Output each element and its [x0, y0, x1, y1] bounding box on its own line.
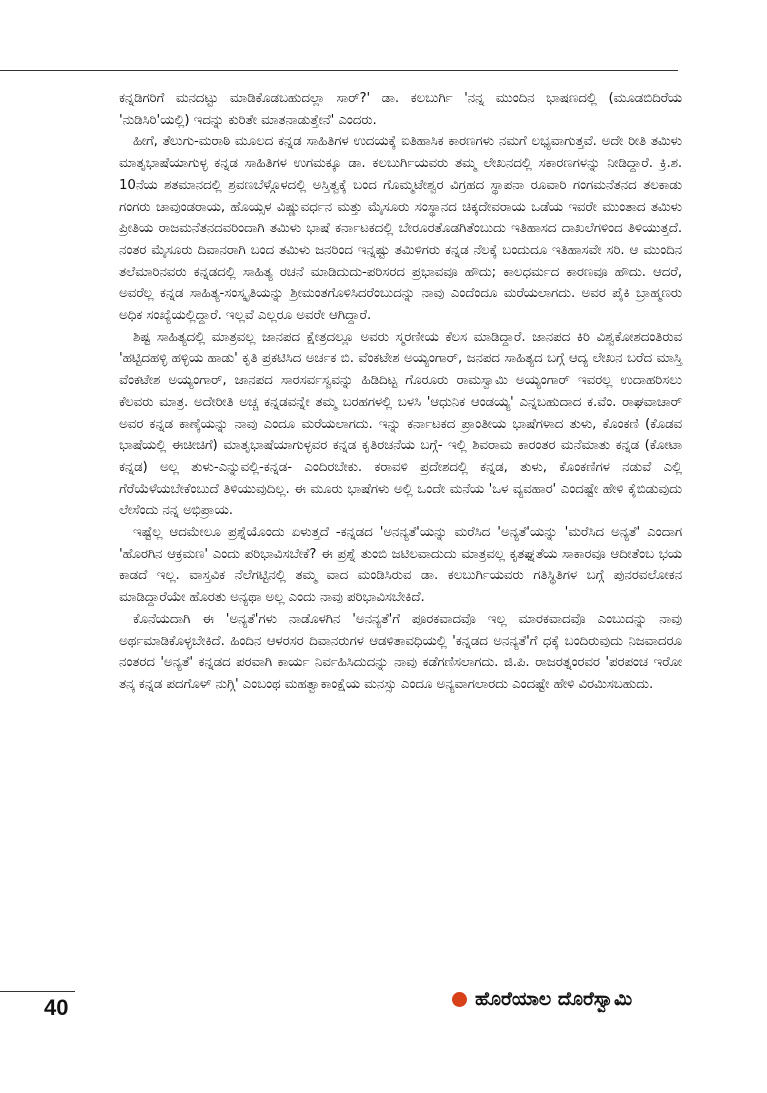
author-byline: [452, 988, 632, 1010]
footer-rule: [0, 991, 75, 992]
paragraph: ಹೀಗೆ, ತೆಲುಗು-ಮರಾಠಿ ಮೂಲದ ಕನ್ನಡ ಸಾಹಿತಿಗಳ ಉದಯಕ್ಕೆ ಐತಿಹಾಸಿಕ ಕಾರಣಗಳು ನಮಗೆ ಲಭ್ಯವಾಗುತ್ತವೆ. ಅದೇ ರೀತಿ ತಮಿಳು ಮಾತೃಭಾಷೆಯಾಗುಳ್ಳ ಕನ್ನಡ ಸಾಹಿತಿಗಳ ಉಗಮಕ್ಕೂ ಡಾ. ಕಲಬುರ್ಗಿಯವರು ತಮ್ಮ ಲೇಖನದಲ್ಲಿ ಸಕಾರಣಗಳನ್ನು ನೀಡಿದ್ದಾರೆ. ಕ್ರಿ.ಶ. 10ನೆಯ ಶತಮಾನದಲ್ಲಿ ಶ್ರವಣಬೆಳ್ಗೊಳದಲ್ಲಿ ಅಸ್ತಿತ್ವಕ್ಕೆ ಬಂದ ಗೊಮ್ಮಟೇಶ್ವರ ವಿಗ್ರಹದ ಸ್ಥಾಪನಾ ರೂವಾರಿ ಗಂಗಮನೆತನದ ತಲಕಾಡು ಗಂಗರು ಚಾವುಂಡರಾಯ, ಹೊಯ್ಸಳ ವಿಷ್ಣುವರ್ಧನ ಮತ್ತು ಮೈಸೂರು ಸಂಸ್ಥಾನದ ಚಿಕ್ಕದೇವರಾಯ ಒಡೆಯ ಇವರೇ ಮುಂತಾದ ತಮಿಳು ಪ್ರೀತಿಯ ರಾಜಮನೆತನದವರಿಂದಾಗಿ ತಮಿಳು ಭಾಷೆ ಕರ್ನಾಟಕದಲ್ಲಿ ಬೇರೂರತೊಡಗಿತೆಂಬುದು ಇತಿಹಾಸದ ದಾಖಲೆಗಳಿಂದ ತಿಳಿಯುತ್ತದೆ. ನಂತರ ಮೈಸೂರು ದಿವಾನರಾಗಿ ಬಂದ ತಮಿಳು ಜನರಿಂದ ಇನ್ನಷ್ಟು ತಮಿಳಿಗರು ಕನ್ನಡ ನೆಲಕ್ಕೆ ಬಂದುದೂ ಇತಿಹಾಸವೇ ಸರಿ. ಆ ಮುಂದಿನ ತಲೆಮಾರಿನವರು ಕನ್ನಡದಲ್ಲಿ ಸಾಹಿತ್ಯ ರಚನೆ ಮಾಡಿದುದು-ಪರಿಸರದ ಪ್ರಭಾವವೂ ಹೌದು; ಕಾಲಧರ್ಮದ ಕಾರಣವೂ ಹೌದು. ಆದರೆ, ಅವರೆಲ್ಲ ಕನ್ನಡ ಸಾಹಿತ್ಯ-ಸಂಸ್ಕೃತಿಯನ್ನು ಶ್ರೀಮಂತಗೊಳಿಸಿದರೆಂಬುದನ್ನು ನಾವು ಎಂದೆಂದೂ ಮರೆಯಲಾಗದು. ಅವರ ಪೈಕಿ ಬ್ರಾಹ್ಮಣರು ಅಧಿಕ ಸಂಖ್ಯೆಯಲ್ಲಿದ್ದಾರೆ. ಇಲ್ಲವೆ ಎಲ್ಲರೂ ಅವರೇ ಆಗಿದ್ದಾರೆ.: [119, 134, 682, 324]
article-body: [119, 88, 682, 696]
paragraph: ಶಿಷ್ಟ ಸಾಹಿತ್ಯದಲ್ಲಿ ಮಾತ್ರವಲ್ಲ ಜಾನಪದ ಕ್ಷೇತ್ರದಲ್ಲೂ ಅವರು ಸ್ಮರಣೀಯ ಕೆಲಸ ಮಾಡಿದ್ದಾರೆ. ಜಾನಪದ ಕಿರಿ ವಿಶ್ವಕೋಶದಂತಿರುವ 'ಹಟ್ಟಿದಹಳ್ಳಿ ಹಳ್ಳಿಯ ಹಾಡು' ಕೃತಿ ಪ್ರಕಟಿಸಿದ ಅರ್ಚಕ ಬಿ. ವೆಂಕಟೇಶ ಅಯ್ಯಂಗಾರ್, ಜನಪದ ಸಾಹಿತ್ಯದ ಬಗ್ಗೆ ಆದ್ಯ ಲೇಖನ ಬರೆದ ಮಾಸ್ತಿ ವೆಂಕಟೇಶ ಅಯ್ಯಂಗಾರ್, ಜಾನಪದ ಸಾರಸರ್ವಸ್ವವನ್ನು ಹಿಡಿದಿಟ್ಟ ಗೊರೂರು ರಾಮಸ್ವಾಮಿ ಅಯ್ಯಂಗಾರ್ ಇವರಲ್ಲ ಉದಾಹರಿಸಲು ಕೆಲವರು ಮಾತ್ರ. ಅದೇರೀತಿ ಅಚ್ಚ ಕನ್ನಡವನ್ನೇ ತಮ್ಮ ಬರಹಗಳಲ್ಲಿ ಬಳಸಿ 'ಆಧುನಿಕ ಆಂಡಯ್ಯ' ಎನ್ನಬಹುದಾದ ಕ.ವೆಂ. ರಾಘವಾಚಾರ್ ಅವರ ಕನ್ನಡ ಕಾಣ್ಕೆಯನ್ನು ನಾವು ಎಂದೂ ಮರೆಯಲಾಗದು. ಇನ್ನು ಕರ್ನಾಟಕದ ಪ್ರಾಂತೀಯ ಭಾಷೆಗಳಾದ ತುಳು, ಕೊಂಕಣಿ (ಕೊಡವ ಭಾಷೆಯಲ್ಲಿ ಈಚೀಚಿಗೆ) ಮಾತೃಭಾಷೆಯಾಗುಳ್ಳವರ ಕನ್ನಡ ಕೃತಿರಚನೆಯ ಬಗ್ಗೆ- ಇಲ್ಲಿ ಶಿವರಾಮ ಕಾರಂತರ ಮನೆಮಾತು ಕನ್ನಡ (ಕೋಟಾ ಕನ್ನಡ) ಅಲ್ಲ ತುಳು-ಎನ್ನುವಲ್ಲಿ-ಕನ್ನಡ- ಎಂದಿರಬೇಕು. ಕರಾವಳಿ ಪ್ರದೇಶದಲ್ಲಿ ಕನ್ನಡ, ತುಳು, ಕೊಂಕಣಿಗಳ ನಡುವೆ ಎಲ್ಲಿ ಗೆರೆಯೆಳೆಯಬೇಕೆಂಬುದೆ ತಿಳಿಯುವುದಿಲ್ಲ. ಈ ಮೂರು ಭಾಷೆಗಳು ಅಲ್ಲಿ ಒಂದೇ ಮನೆಯ 'ಒಳ ವ್ಯವಹಾರ' ಎಂದಷ್ಟೇ ಹೇಳಿ ಕೈಬಿಡುವುದು ಲೇಸೆಂದು ನನ್ನ ಅಭಿಪ್ರಾಯ.: [119, 329, 682, 519]
paragraph: ಕೊನೆಯದಾಗಿ ಈ 'ಅನ್ಯತೆ'ಗಳು ನಾಡೊಳಗಿನ 'ಅನನ್ಯತೆ'ಗೆ ಪೂರಕವಾದವೊ ಇಲ್ಲ ಮಾರಕವಾದವೊ ಎಂಬುದನ್ನು ನಾವು ಅರ್ಥಮಾಡಿಕೊಳ್ಳಬೇಕಿದೆ. ಹಿಂದಿನ ಆಳರಸರ ದಿವಾನರುಗಳ ಆಡಳಿತಾವಧಿಯಲ್ಲಿ 'ಕನ್ನಡದ ಅನನ್ಯತೆ'ಗೆ ಧಕ್ಕೆ ಬಂದಿರುವುದು ನಿಜವಾದರೂ ನಂತರದ 'ಅನ್ಯತೆ' ಕನ್ನಡದ ಪರವಾಗಿ ಕಾರ್ಯ ನಿರ್ವಹಿಸಿದುದನ್ನು ನಾವು ಕಡೆಗಣಿಸಲಾಗದು. ಜಿ.ಪಿ. ರಾಜರತ್ನಂರವರ 'ಪರಪಂಚ ಇರೋ ತನ್ಕ ಕನ್ನಡ ಪದಗೊಳ್ ನುಗ್ಗಿ' ಎಂಬಂಥ ಮಹತ್ವಾಕಾಂಕ್ಷೆಯ ಮನಸ್ಸು ಎಂದೂ ಅನ್ಯವಾಗಲಾರದು ಎಂದಷ್ಟೇ ಹೇಳಿ ವಿರಮಿಸಬಹುದು.: [119, 611, 682, 692]
paragraph: ಇಷ್ಟೆಲ್ಲ ಆದಮೇಲೂ ಪ್ರಶ್ನೆಯೊಂದು ಏಳುತ್ತದೆ -ಕನ್ನಡದ 'ಅನನ್ಯತೆ'ಯನ್ನು ಮರೆಸಿದ 'ಅನ್ಯತೆ'ಯನ್ನು 'ಮರೆಸಿದ ಅನ್ಯತೆ' ಎಂದಾಗ 'ಹೊರಗಿನ ಆಕ್ರಮಣ' ಎಂದು ಪರಿಭಾವಿಸಬೇಕೆ? ಈ ಪ್ರಶ್ನೆ ತುಂಬಿ ಜಟಿಲವಾದುದು ಮಾತ್ರವಲ್ಲ ಕೃತಘ್ನತೆಯ ಸಾಕಾರವೂ ಆದೀತೆಂಬ ಭಯ ಕಾಡದೆ ಇಲ್ಲ. ವಾಸ್ತವಿಕ ನೆಲೆಗಟ್ಟಿನಲ್ಲಿ ತಮ್ಮ ವಾದ ಮಂಡಿಸಿರುವ ಡಾ. ಕಲಬುರ್ಗಿಯವರು ಗತಿಸ್ಥಿತಿಗಳ ಬಗ್ಗೆ ಪುನರವಲೋಕನ ಮಾಡಿದ್ದಾರೆಯೇ ಹೊರತು ಅನ್ಯಥಾ ಅಲ್ಲ ಎಂದು ನಾವು ಪರಿಭಾವಿಸಬೇಕಿದೆ.: [119, 525, 682, 606]
paragraph: ಕನ್ನಡಿಗರಿಗೆ ಮನದಟ್ಟು ಮಾಡಿಕೊಡಬಹುದಲ್ಲಾ ಸಾರ್?' ಡಾ. ಕಲಬುರ್ಗಿ 'ನನ್ನ ಮುಂದಿನ ಭಾಷಣದಲ್ಲಿ (ಮೂಡಬಿದಿರೆಯ 'ನುಡಿಸಿರಿ'ಯಲ್ಲಿ) ಇದನ್ನು ಕುರಿತೇ ಮಾತನಾಡುತ್ತೇನೆ' ಎಂದರು.: [119, 91, 682, 128]
author-name: ಹೊರೆಯಾಲ ದೊರೆಸ್ವಾಮಿ: [475, 988, 633, 1010]
page-number: 40: [44, 995, 69, 1020]
header-rule: [0, 70, 678, 71]
bullet-dot-icon: [452, 992, 467, 1007]
